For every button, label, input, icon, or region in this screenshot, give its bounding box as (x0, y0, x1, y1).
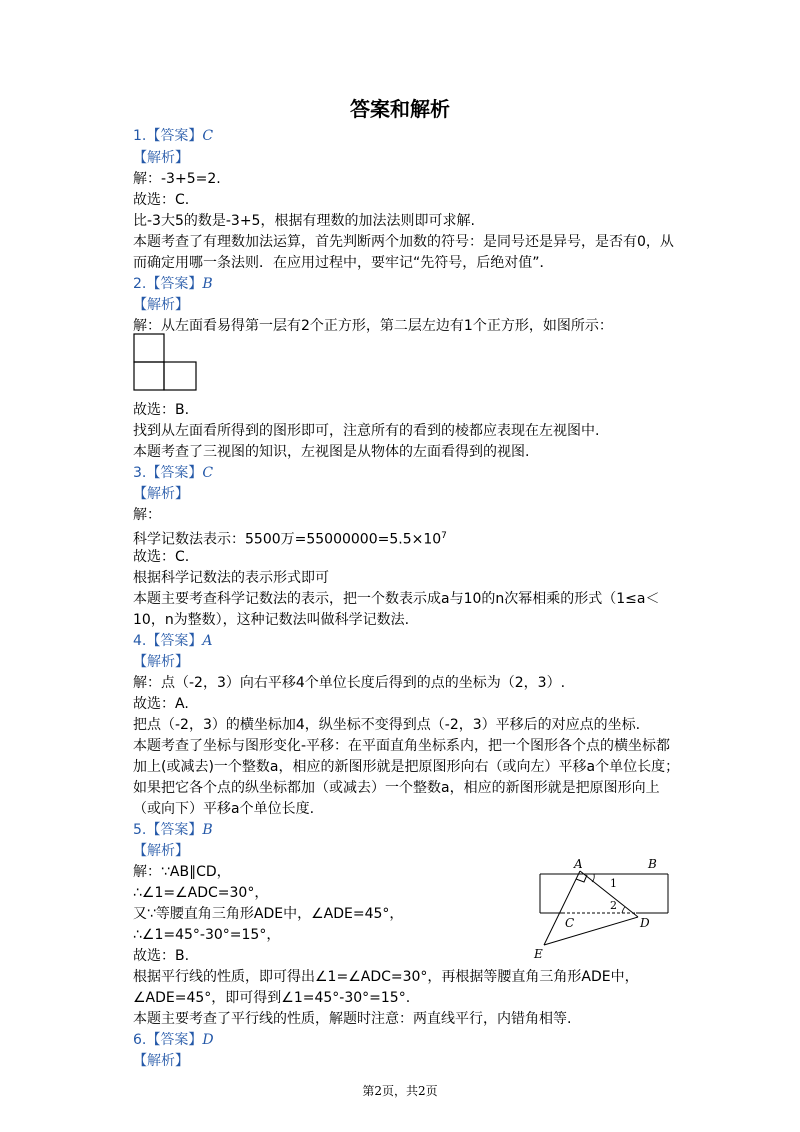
angle-2-arc (622, 907, 625, 913)
q5-line: 故选：B. (133, 948, 190, 964)
q5-answer: B (202, 822, 213, 838)
q4-answer: A (202, 633, 213, 649)
q4-number: 4. (133, 633, 147, 649)
q5-answer-line (133, 820, 213, 840)
parallel-lines-triangle-figure (528, 857, 678, 967)
q3-line: 10，n为整数），这种记数法叫做科学记数法. (133, 612, 410, 628)
q1-answer-label: 【答案】 (146, 128, 203, 144)
q4-line: 解：点（-2，3）向右平移4个单位长度后得到的点的坐标为（2，3）. (133, 675, 566, 691)
segment-ad (580, 871, 638, 917)
q1-answer-line (133, 126, 213, 146)
square-bottom-right (164, 362, 196, 390)
q1-answer: C (202, 128, 214, 144)
q4-line: （或向下）平移a个单位长度. (133, 801, 315, 817)
q5-line: ∴∠1=∠ADC=30°， (133, 885, 269, 901)
q1-line: 本题考查了有理数加法运算，首先判断两个加数的符号：是同号还是异号，是否有0，从 (133, 234, 674, 250)
label-b: B (648, 857, 657, 871)
q5-line: 根据平行线的性质，即可得出∠1=∠ADC=30°，再根据等腰直角三角形ADE中， (133, 969, 639, 985)
square-top (134, 334, 164, 362)
q5-jiexi-label: 【解析】 (133, 843, 189, 859)
q3-line: 本题主要考查科学记数法的表示，把一个数表示成a与10的n次幂相乘的形式（1≤a＜ (133, 591, 660, 607)
q4-line: 如果把它各个点的纵坐标都加（或减去）一个整数a，相应的新图形就是把原图形向上 (133, 780, 660, 796)
q2-answer: B (202, 276, 213, 292)
left-view-figure (133, 333, 199, 393)
q3-answer-label: 【答案】 (146, 465, 203, 481)
q3-exponent: 7 (441, 531, 447, 541)
q6-answer-label: 【答案】 (146, 1032, 203, 1048)
q2-jiexi-label: 【解析】 (133, 297, 189, 313)
q1-line: 解：-3+5=2. (133, 171, 221, 187)
q2-line: 解：从左面看易得第一层有2个正方形，第二层左边有1个正方形，如图所示： (133, 318, 613, 334)
q2-number: 2. (133, 276, 147, 292)
segment-ae (544, 871, 580, 945)
q5-line: 又∵等腰直角三角形ADE中，∠ADE=45°， (133, 906, 404, 922)
page-title: 答案和解析 (350, 97, 450, 121)
q6-answer-line (133, 1030, 214, 1050)
label-c: C (565, 916, 575, 930)
q4-line: 故选：A. (133, 696, 189, 712)
q4-line: 把点（-2，3）的横坐标加4，纵坐标不变得到点（-2，3）平移后的对应点的坐标. (133, 717, 641, 733)
q5-line: ∠ADE=45°，即可得到∠1=45°-30°=15°. (133, 990, 411, 1006)
q3-line: 故选：C. (133, 549, 190, 565)
q3-answer: C (202, 465, 214, 481)
q3-number: 3. (133, 465, 147, 481)
q6-answer: D (202, 1032, 214, 1048)
q5-number: 5. (133, 822, 147, 838)
label-d: D (640, 916, 650, 930)
q4-line: 本题考查了坐标与图形变化-平移：在平面直角坐标系内，把一个图形各个点的横坐标都 (133, 738, 671, 754)
label-e: E (534, 947, 543, 961)
q1-line: 故选：C. (133, 192, 190, 208)
q3-sci-text: 科学记数法表示：5500万=55000000=5.5×10 (133, 531, 442, 548)
label-angle-1: 1 (610, 877, 617, 890)
q2-line: 故选：B. (133, 402, 190, 418)
q1-line: 比-3大5的数是-3+5，根据有理数的加法法则即可求解. (133, 213, 475, 229)
segment-ed (544, 917, 638, 945)
q4-answer-line (133, 631, 212, 651)
q3-answer-line (133, 463, 213, 483)
q5-line: 本题主要考查了平行线的性质，解题时注意：两直线平行，内错角相等. (133, 1011, 572, 1027)
q6-number: 6. (133, 1032, 147, 1048)
q2-line: 找到从左面看所得到的图形即可，注意所有的看到的棱都应表现在左视图中. (133, 423, 600, 439)
q6-jiexi-label: 【解析】 (133, 1053, 189, 1069)
q5-line: 解：∵AB∥CD， (133, 864, 231, 880)
q5-line: ∴∠1=45°-30°=15°， (133, 927, 281, 943)
q2-line: 本题考查了三视图的知识，左视图是从物体的左面看得到的视图. (133, 444, 530, 460)
q1-line: 而确定用哪一条法则．在应用过程中，要牢记“先符号，后绝对值”． (133, 255, 554, 271)
q4-answer-label: 【答案】 (146, 633, 203, 649)
q4-line: 加上(或减去)一个整数a，相应的新图形就是把原图形向右（或向左）平移a个单位长度； (133, 759, 680, 775)
q4-jiexi-label: 【解析】 (133, 654, 189, 670)
q2-answer-label: 【答案】 (146, 276, 203, 292)
label-angle-2: 2 (610, 899, 617, 912)
q3-jiexi-label: 【解析】 (133, 486, 189, 502)
q1-jiexi-label: 【解析】 (133, 150, 189, 166)
q3-line: 根据科学记数法的表示形式即可 (133, 570, 329, 586)
label-a: A (574, 857, 583, 871)
q2-answer-line (133, 274, 213, 294)
page-footer: 第2页，共2页 (362, 1084, 438, 1098)
q1-number: 1. (133, 128, 147, 144)
square-bottom-left (134, 362, 164, 390)
q5-answer-label: 【答案】 (146, 822, 203, 838)
q3-line: 解： (133, 507, 161, 523)
